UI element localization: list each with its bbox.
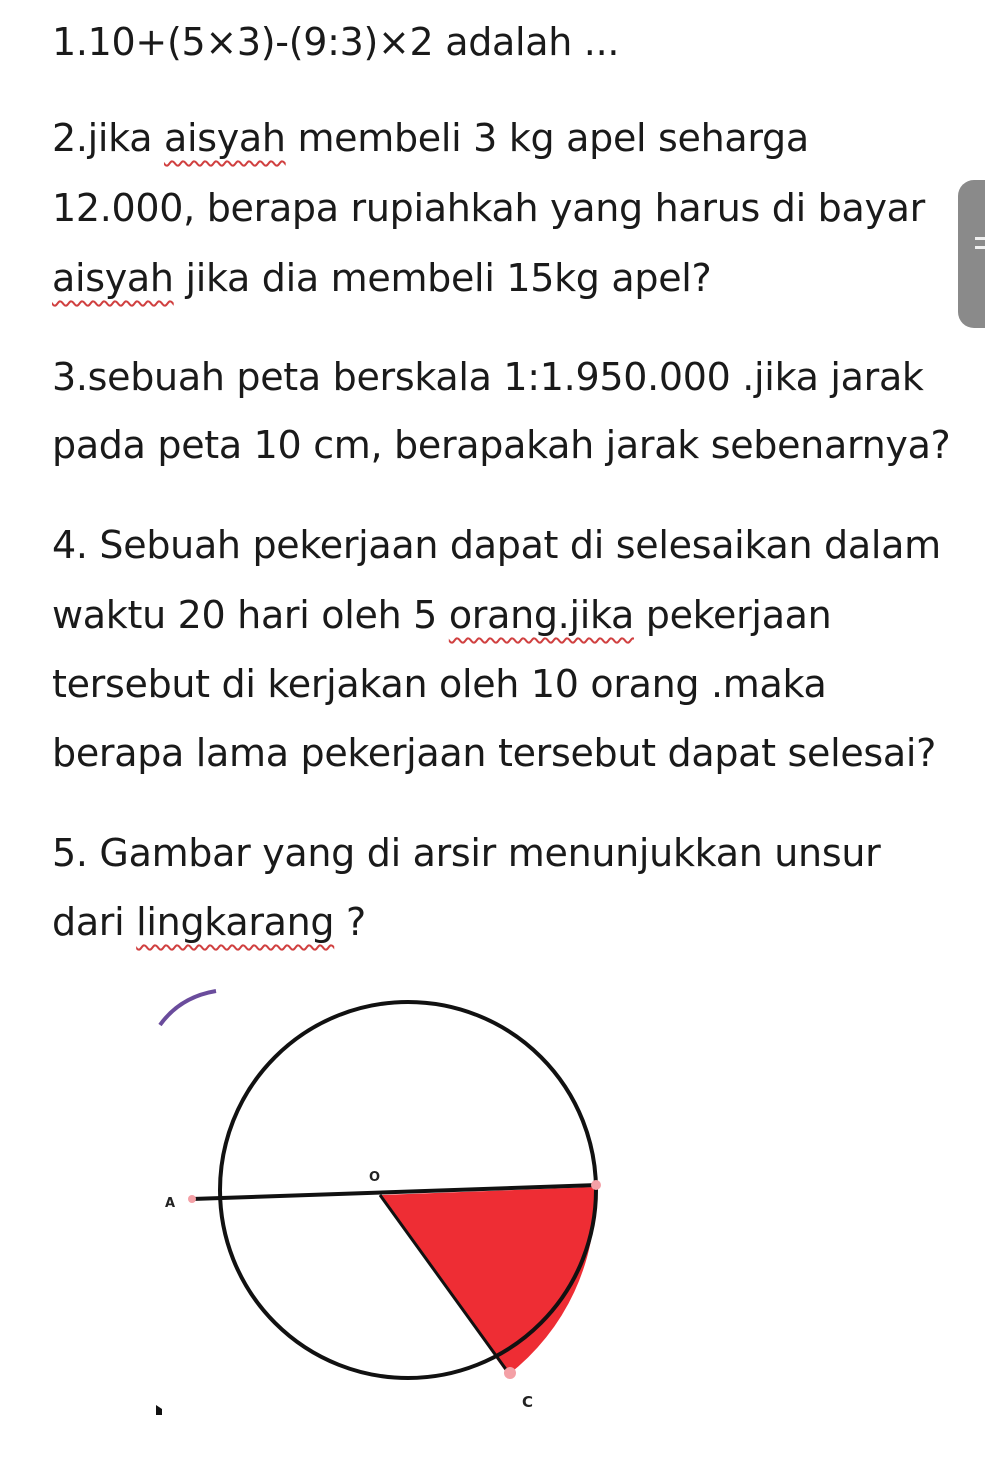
point-a-mark bbox=[188, 1195, 196, 1203]
label-a: A bbox=[165, 1196, 176, 1211]
misspelled-word: aisyah bbox=[163, 116, 286, 160]
image-edge-mark bbox=[156, 1405, 162, 1415]
question-3-line-2 bbox=[52, 420, 950, 470]
question-2-line-1 bbox=[52, 113, 809, 163]
question-4-text: waktu 20 hari oleh 5 bbox=[52, 593, 449, 637]
label-c: C bbox=[522, 1393, 534, 1411]
misspelled-word: aisyah bbox=[52, 256, 174, 300]
question-3-line-1 bbox=[52, 352, 924, 402]
question-1-line-1 bbox=[52, 17, 619, 67]
question-2-text: membeli 3 kg apel seharga bbox=[285, 116, 809, 160]
question-4-line-1 bbox=[52, 520, 941, 570]
question-4-text: berapa lama pekerjaan tersebut dapat selesai? bbox=[52, 731, 937, 775]
question-4-line-2 bbox=[52, 590, 831, 640]
image-edge-arc bbox=[160, 991, 216, 1025]
point-right-mark bbox=[591, 1180, 601, 1190]
question-4-text: pekerjaan bbox=[634, 593, 832, 637]
question-5-line-2 bbox=[52, 897, 366, 947]
question-2-text: jika dia membeli 15kg apel? bbox=[173, 256, 712, 300]
question-4-line-4 bbox=[52, 728, 936, 778]
question-2-text: 2.jika bbox=[52, 116, 164, 160]
point-c-mark bbox=[504, 1367, 516, 1379]
scrollbar-grip bbox=[975, 246, 985, 249]
question-2-line-3 bbox=[52, 253, 711, 303]
question-4-text: 4. Sebuah pekerjaan dapat di selesaikan dalam bbox=[52, 523, 941, 567]
misspelled-word: lingkarang bbox=[136, 900, 335, 944]
question-5-text: ? bbox=[334, 900, 366, 944]
question-3-text: pada peta 10 cm, berapakah jarak sebenarnya? bbox=[52, 423, 951, 467]
scrollbar-grip bbox=[975, 237, 985, 240]
scrollbar-handle[interactable] bbox=[958, 180, 985, 328]
circle-sector-figure bbox=[150, 985, 620, 1425]
question-5-text: 5. Gambar yang di arsir menunjukkan unsur bbox=[52, 831, 881, 875]
misspelled-word: orang.jika bbox=[448, 593, 634, 637]
question-4-text: tersebut di kerjakan oleh 10 orang .maka bbox=[52, 662, 827, 706]
question-5-line-1 bbox=[52, 828, 880, 878]
question-5-text: dari bbox=[52, 900, 137, 944]
question-1-text: 1.10+(5×3)-(9:3)×2 adalah ... bbox=[52, 20, 620, 64]
label-o: O bbox=[369, 1170, 381, 1185]
question-3-text: 3.sebuah peta berskala 1:1.950.000 .jika jarak bbox=[52, 355, 924, 399]
shaded-sector bbox=[380, 1187, 595, 1375]
question-4-line-3 bbox=[52, 659, 827, 709]
question-2-line-2 bbox=[52, 183, 925, 233]
question-2-text: 12.000, berapa rupiahkah yang harus di bayar bbox=[52, 186, 925, 230]
